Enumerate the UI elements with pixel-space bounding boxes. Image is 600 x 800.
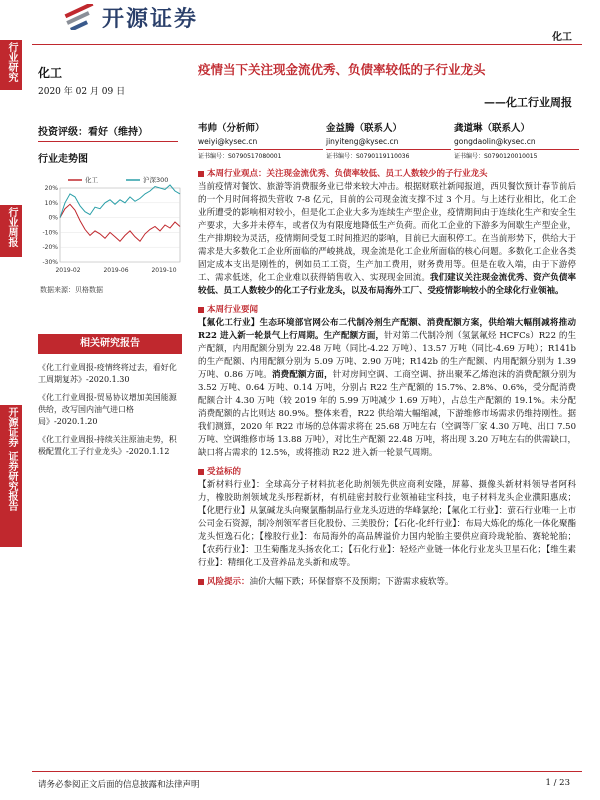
footer-disclaimer: 请务必参阅正文后面的信息披露和法律声明	[38, 780, 200, 790]
author-name: 韦帅（分析师）	[198, 123, 265, 134]
y-tick-label: 10%	[44, 199, 58, 207]
authors	[198, 120, 578, 162]
bullet-icon	[198, 307, 204, 313]
author-email[interactable]: gongdaolin@kysec.cn	[454, 137, 536, 146]
header-category: 化工	[552, 32, 572, 43]
events-prod: 针对第二代制冷剂（氢氯氟烃 HCFCs）R22 的生产配额，内用配额分别为 22.48 万吨（同比-4.22 万吨）、13.57 万吨（同比-4.69 万吨）；R141b 的生产配额、内用配额分别为 5.09 万吨、2.90 万吨；R142b 的生产配额、内用配额分别为 1.39 万吨、0.86 万吨。	[198, 331, 576, 380]
page-title: 疫情当下关注现金流优秀、负债率较低的子行业龙头	[198, 62, 486, 77]
y-tick-label: -30%	[42, 259, 58, 266]
risk-heading: 风险提示：	[207, 577, 250, 587]
main-body	[198, 168, 576, 758]
sidebar-tab-research: 行业研究	[0, 40, 22, 90]
sidebar-tab-weekly: 行业周报	[0, 205, 22, 257]
rating	[38, 123, 148, 138]
trend-title: 行业走势图	[38, 154, 88, 165]
viewpoint-paragraph	[198, 181, 576, 298]
author-cert: 证书编号：S0790120010015	[454, 149, 579, 160]
viewpoint-body: 当前疫情对餐饮、旅游等消费服务业已带来较大冲击。根据财联社新闻报道，西贝餐饮预计春节前后的一个月时间将损失营收 7-8 亿元，目前的公司现金流支撑不过 3 个月。与上述行业相比，化工企业所遭受的影响相对较小，但是化工企业大多为连续生产型企业，疫情期间由于连续化生产和安全生产要求，大多并未停车，或者仅为有限度地降低生产负荷。而化工企业的下游多为间歇生产型企业，生产排期较为灵活，疫情期间受复工时间推迟的影响，目前已大面积停工。在当前形势下，供给大于需求是大多数化工企业所面临的严峻挑战，现金流是化工企业所面临的核心问题。多数化工企业各类固定成本支出是刚性的，例如员工工资，生产加工费用，财务费用等。但是在收入端，由于下游停工、需求低迷，化工企业难以获得销售收入、实现现金回流。	[198, 182, 576, 283]
author-name: 龚道琳（联系人）	[454, 123, 531, 134]
viewpoint-section	[198, 168, 576, 181]
series-line-0	[60, 204, 180, 241]
viewpoint-bold: 我们建议关注现金流优秀、资产负债率较低、员工人数较少的化工子行业龙头，以及布局海外工厂、受疫情影响较小的全球化行业领袖。	[198, 273, 576, 296]
left-industry: 化工	[38, 66, 63, 80]
bullet-icon	[198, 469, 204, 475]
risk-body: 油价大幅下跌；环保督察不及预期；下游需求疲软等。	[249, 577, 454, 587]
legend-label: 沪深300	[143, 176, 169, 184]
events-lead: 【氟化工行业】生态环境部官网公布二代制冷剂生产配额、消费配额方案，供给端大幅削减将推动 R22 进入新一轮景气上行周期。	[198, 318, 576, 341]
left-date: 2020 年 02 月 09 日	[38, 87, 126, 97]
author-email[interactable]: weiyi@kysec.cn	[198, 137, 258, 146]
rating-label: 投资评级：	[38, 127, 88, 138]
logo-text: 开源证券	[102, 7, 199, 32]
y-tick-label: -10%	[42, 229, 58, 237]
author-email[interactable]: jinyiteng@kysec.cn	[326, 137, 399, 146]
page-subtitle: ——化工行业周报	[484, 96, 572, 109]
beneficiaries-section	[198, 466, 576, 479]
legend-label: 化工	[85, 176, 98, 184]
author-card	[326, 120, 451, 160]
bullet-icon	[198, 579, 204, 585]
events-section	[198, 304, 576, 317]
events-cons: 针对房间空调、工商空调、挤出聚苯乙烯泡沫的消费配额分别为 3.52 万吨、0.64 万吨、0.14 万吨，分别占 R22 生产配额的 15.7%、2.8%、0.6%，受分配消费配额合计 4.30 万吨（较 2019 年的 5.99 万吨减少 1.69 万吨），占总生产配额的 19.1%。未分配消费配额的占比则达 80.9%。整体来看，R22 供给端大幅缩减，下游维修市场需求仍维持刚性。据我们测算，2020 年 R22 市场的总体需求将在 25.68 万吨左右（空调等厂家 4.30 万吨、出口 7.50 万吨、空调维修市场 13.88 万吨），对比生产配额 22.48 万吨，将出现 3.20 万吨左右的供需缺口，缺口将占需求的 12.5%，或将推动 R22 进入新一轮景气周期。	[198, 370, 576, 458]
related-report[interactable]: 《化工行业周报-疫情终将过去，看好化工周期复苏》-2020.1.30	[38, 363, 177, 384]
chart-frame	[60, 188, 180, 262]
related-list	[38, 362, 182, 458]
author-cert: 证书编号：S0790517080001	[198, 149, 323, 160]
x-tick-label: 2019-06	[103, 267, 129, 274]
trend-chart	[34, 174, 184, 274]
events-prod-label: 生产配额方面，	[323, 331, 385, 341]
author-card	[198, 120, 323, 160]
events-heading: 本周行业要闻	[207, 305, 259, 315]
rating-value: 看好（维持）	[88, 127, 148, 138]
author-card	[454, 120, 579, 160]
chart-source: 数据来源：贝格数据	[40, 286, 103, 294]
y-tick-label: 0%	[48, 214, 58, 222]
header-rule	[32, 44, 582, 45]
related-report[interactable]: 《化工行业周报-贸易协议增加美国能源供给，改写国内油气进口格局》-2020.1.20	[38, 393, 177, 426]
left-rule-1	[38, 141, 178, 142]
logo	[60, 2, 240, 32]
viewpoint-heading: 本周行业观点：关注现金流优秀、负债率较低、员工人数较少的子行业龙头	[207, 169, 488, 179]
events-paragraph	[198, 317, 576, 460]
beneficiaries-heading: 受益标的	[207, 467, 242, 477]
series-line-1	[60, 185, 180, 218]
footer-rule	[32, 771, 582, 772]
y-tick-label: -20%	[42, 244, 58, 252]
author-cert: 证书编号：S0790119110036	[326, 149, 451, 160]
beneficiaries-body: 【新材料行业】：全球高分子材料抗老化助剂领先供应商利安隆，屏幕、摄像头新材料领导者阿科力，橡胶助剂领域龙头彤程新材，有机硅密封胶行业领袖硅宝科技，电子材料龙头企业濮阳惠成；【化肥行业】从氯碱龙头向聚氯酯制品行业龙头迈进的华峰氯纶；【氟化工行业】：萤石行业唯一上市公司金石资源，制冷剂领军者巨化股份、三美股份；【石化-化纤行业】：布局大炼化的炼化一体化聚酯龙头恒逸石化；【橡胶行业】：布局海外的高品牌溢价力国内轮胎主要供应商玲珑轮胎、赛轮轮胎；【农药行业】：卫生菊酯龙头扬农化工；【石化行业】：轻烃产业链一体化行业龙头卫星石化；【维生素行业】：精细化工及营养品龙头新和成等。	[198, 480, 576, 568]
author-name: 金益腾（联系人）	[326, 123, 403, 134]
events-cons-label: 消费配额方面，	[271, 370, 333, 380]
bullet-icon	[198, 171, 204, 177]
footer-page: 1 / 23	[545, 778, 570, 788]
related-report[interactable]: 《化工行业周报-持续关注原油走势，积极配置化工子行业龙头》-2020.1.12	[38, 435, 177, 456]
x-tick-label: 2019-10	[151, 267, 177, 274]
logo-mark-icon	[60, 4, 100, 30]
y-tick-label: 20%	[44, 185, 58, 192]
related-title: 相关研究报告	[38, 334, 182, 354]
sidebar-tab-kysec: 开源证券 证券研究报告	[0, 405, 22, 547]
risk-section	[198, 576, 576, 589]
x-tick-label: 2019-02	[55, 267, 81, 274]
